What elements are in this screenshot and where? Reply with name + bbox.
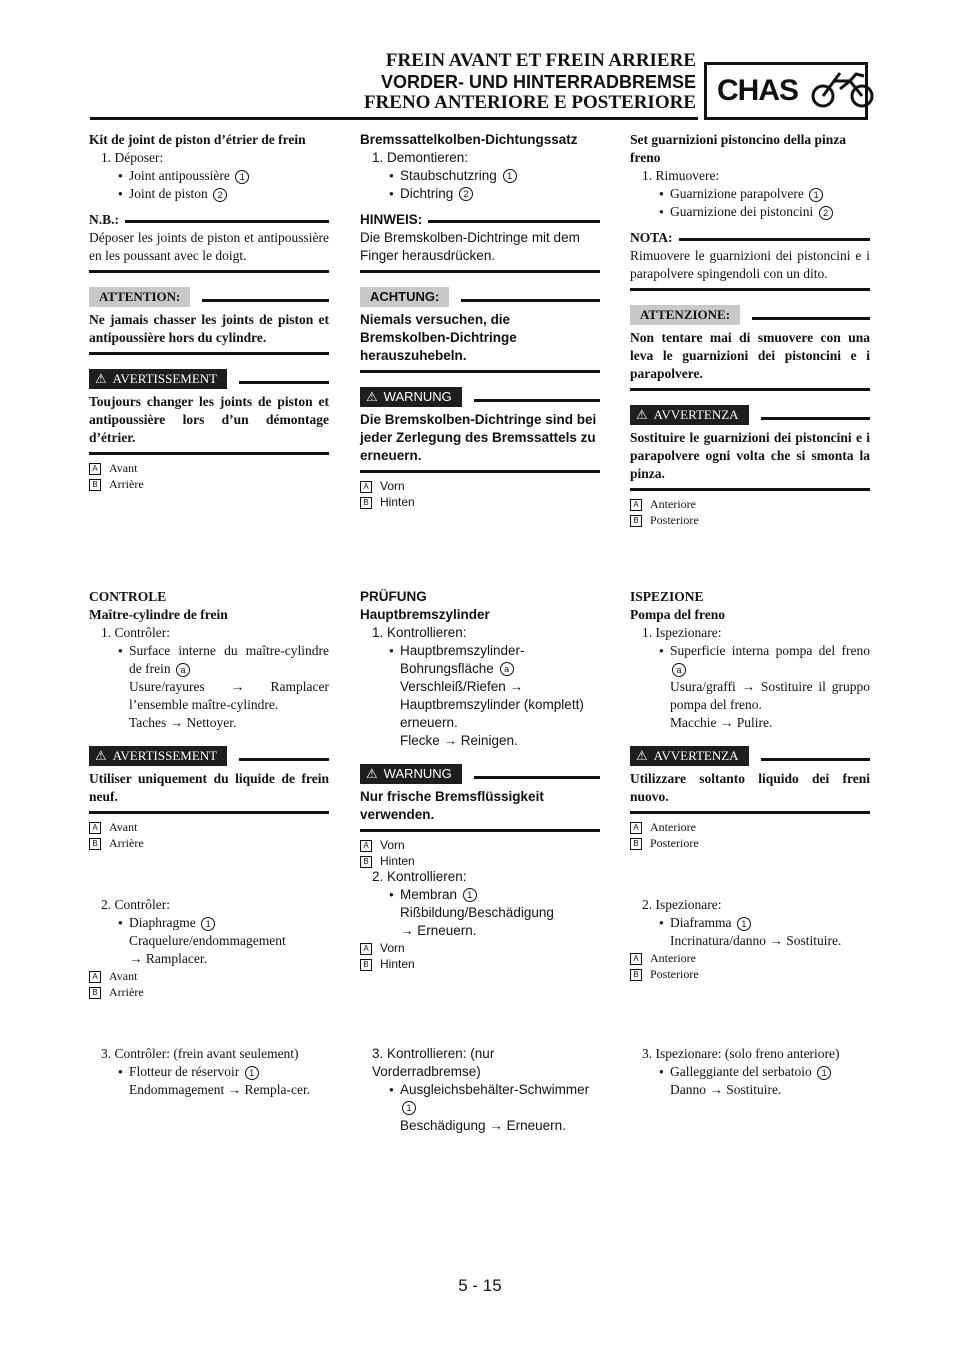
warning-text: Sostituire le guarnizioni dei pistoncini e i parapolvere ogni volta che si smonta la pinza. [630, 430, 870, 481]
warning-text: Utilizzare soltanto liquido dei freni nuovo. [630, 771, 870, 804]
caution-text: Ne jamais chasser les joints de piston et antipoussière hors du cylindre. [89, 312, 329, 345]
step: 1. Kontrollieren: [372, 625, 467, 640]
step: 3. Ispezionare: (solo freno anteriore) [642, 1046, 840, 1061]
legend-a: A Vorn [360, 940, 600, 956]
column-de-diaphragm [360, 868, 600, 972]
result-text: → Erneuern. [400, 923, 477, 938]
section-title: Bremssattelkolben-Dichtungssatz [360, 132, 578, 147]
caution-text: Niemals versuchen, die Bremskolben-Dichtringe herauszuhebeln. [360, 312, 517, 363]
bullet-item: ● Diaframma 1 [630, 914, 870, 932]
column-fr-top [89, 131, 329, 492]
header-title-fr: FREIN AVANT ET FREIN ARRIERE [385, 50, 696, 71]
result-text: → Ramplacer. [129, 951, 207, 966]
column-it-inspect [630, 588, 870, 851]
bullet-item: ● Joint antipoussière 1 [89, 167, 329, 185]
section-subtitle: Pompa del freno [630, 607, 725, 622]
note-text: Die Bremskolben-Dichtringe mit dem Finger herausdrücken. [360, 230, 580, 263]
legend-b: B Hinten [360, 853, 600, 869]
result-text: Verschleiß/Riefen → Hauptbremszylinder (komplett) erneuern. [400, 679, 584, 730]
column-fr-inspect [89, 588, 329, 851]
section-code: CHAS [717, 74, 799, 107]
legend-b: B Hinten [360, 494, 600, 510]
motorcycle-icon [810, 69, 876, 114]
bullet-item: ● Hauptbremszylinder-Bohrungsfläche a [360, 642, 600, 678]
note-heading: HINWEIS: [360, 211, 600, 229]
bullet-item: ● Joint de piston 2 [89, 185, 329, 203]
result-text: Usure/rayures → Ramplacer l’ensemble maître-cylindre. [129, 679, 329, 712]
warning-heading: ⚠ WARNUNG [360, 764, 600, 784]
section-title: CONTROLE [89, 589, 167, 604]
result-text: Incrinatura/danno → Sostituire. [670, 933, 842, 948]
legend-a: A Anteriore [630, 496, 870, 512]
step: 1. Déposer: [101, 150, 164, 165]
warning-heading: ⚠ AVERTISSEMENT [89, 369, 329, 389]
bullet-item: ● Staubschutzring 1 [360, 167, 600, 185]
page-number: 5 - 15 [458, 1276, 502, 1295]
caution-heading: ACHTUNG: [360, 287, 600, 307]
warning-triangle-icon: ⚠ [636, 407, 648, 422]
legend-b: B Arrière [89, 476, 329, 492]
step: 2. Kontrollieren: [372, 869, 467, 884]
bullet-item: ● Guarnizione parapolvere 1 [630, 185, 870, 203]
section-title: Set guarnizioni pistoncino della pinza freno [630, 132, 847, 165]
section-subtitle: Maître-cylindre de frein [89, 607, 228, 622]
bullet-item: ● Superficie interna pompa del freno a [630, 642, 870, 678]
column-it-top [630, 131, 870, 528]
legend-b: B Hinten [360, 956, 600, 972]
warning-heading: ⚠ WARNUNG [360, 387, 600, 407]
step: 1. Contrôler: [101, 625, 170, 640]
bullet-item: ● Galleggiante del serbatoio 1 [630, 1063, 870, 1081]
legend-a: A Anteriore [630, 950, 870, 966]
bullet-item: ● Surface interne du maître-cylindre de frein a [89, 642, 329, 678]
section-title: ISPEZIONE [630, 589, 704, 604]
note-text: Rimuovere le guarnizioni dei pistoncini e i parapolvere spingendoli con un dito. [630, 248, 870, 281]
section-subtitle: Hauptbremszylinder [360, 607, 490, 622]
warning-text: Nur frische Bremsflüssigkeit verwenden. [360, 789, 544, 822]
step: 1. Ispezionare: [642, 625, 722, 640]
legend-a: A Vorn [360, 837, 600, 853]
column-it-diaphragm [630, 896, 870, 982]
result-text: Usura/graffi → Sostituire il gruppo pompa del freno. [670, 679, 870, 712]
result-text: Taches → Nettoyer. [129, 715, 237, 730]
column-de-top [360, 131, 600, 510]
bullet-item: ● Ausgleichsbehälter-Schwimmer 1 [360, 1081, 600, 1117]
legend-b: B Arrière [89, 835, 329, 851]
warning-triangle-icon: ⚠ [636, 748, 648, 763]
step: 1. Demontieren: [372, 150, 469, 165]
step: 2. Ispezionare: [642, 897, 722, 912]
step: 3. Contrôler: (frein avant seulement) [101, 1046, 299, 1061]
result-text: Macchie → Pulire. [670, 715, 773, 730]
result-text: Craquelure/endommagement [129, 933, 286, 948]
header-title-de: VORDER- UND HINTERRADBREMSE [380, 72, 696, 92]
warning-heading: ⚠ AVVERTENZA [630, 746, 870, 766]
result-text: Rißbildung/Beschädigung [400, 905, 554, 920]
result-text: Beschädigung → Erneuern. [400, 1118, 566, 1133]
step: 1. Rimuovere: [642, 168, 720, 183]
header-title-it: FRENO ANTERIORE E POSTERIORE [363, 92, 696, 113]
result-text: Danno → Sostituire. [670, 1082, 782, 1097]
legend-b: B Arrière [89, 984, 329, 1000]
warning-triangle-icon: ⚠ [95, 371, 107, 386]
warning-text: Utiliser uniquement du liquide de frein neuf. [89, 771, 329, 804]
warning-triangle-icon: ⚠ [95, 748, 107, 763]
bullet-item: ● Dichtring 2 [360, 185, 600, 203]
bullet-item: ● Diaphragme 1 [89, 914, 329, 932]
step: 3. Kontrollieren: (nur Vorderradbremse) [372, 1046, 495, 1079]
warning-heading: ⚠ AVERTISSEMENT [89, 746, 329, 766]
column-de-float [360, 1045, 600, 1135]
legend-b: B Posteriore [630, 512, 870, 528]
legend-b: B Posteriore [630, 835, 870, 851]
warning-triangle-icon: ⚠ [366, 389, 378, 404]
caution-heading: ATTENZIONE: [630, 305, 870, 325]
caution-heading: ATTENTION: [89, 287, 329, 307]
warning-text: Toujours changer les joints de piston et antipoussière lors d’un démontage d’étrier. [89, 394, 329, 445]
note-heading: N.B.: [89, 211, 329, 229]
legend-a: A Avant [89, 819, 329, 835]
bullet-item: ● Membran 1 [360, 886, 600, 904]
section-title: Kit de joint de piston d’étrier de frein [89, 132, 306, 147]
legend-b: B Posteriore [630, 966, 870, 982]
legend-a: A Avant [89, 968, 329, 984]
legend-a: A Anteriore [630, 819, 870, 835]
section-title: PRÜFUNG [360, 589, 427, 604]
column-de-inspect [360, 588, 600, 869]
step: 2. Contrôler: [101, 897, 170, 912]
result-text: Flecke → Reinigen. [400, 733, 518, 748]
bullet-item: ● Flotteur de réservoir 1 [89, 1063, 329, 1081]
legend-a: A Avant [89, 460, 329, 476]
note-heading: NOTA: [630, 229, 870, 247]
header-rule [90, 117, 698, 120]
bullet-item: ● Guarnizione dei pistoncini 2 [630, 203, 870, 221]
note-text: Déposer les joints de piston et antipoussière en les poussant avec le doigt. [89, 230, 329, 263]
warning-triangle-icon: ⚠ [366, 766, 378, 781]
result-text: Endommagement → Rempla-cer. [129, 1082, 311, 1097]
caution-text: Non tentare mai di smuovere con una leva le guarnizioni dei pistoncini e i parapolvere. [630, 330, 870, 381]
legend-a: A Vorn [360, 478, 600, 494]
column-it-float [630, 1045, 870, 1099]
column-fr-diaphragm [89, 896, 329, 1000]
section-badge [704, 62, 868, 120]
column-fr-float [89, 1045, 329, 1099]
warning-text: Die Bremskolben-Dichtringe sind bei jeder Zerlegung des Bremssattels zu erneuern. [360, 412, 597, 463]
warning-heading: ⚠ AVVERTENZA [630, 405, 870, 425]
